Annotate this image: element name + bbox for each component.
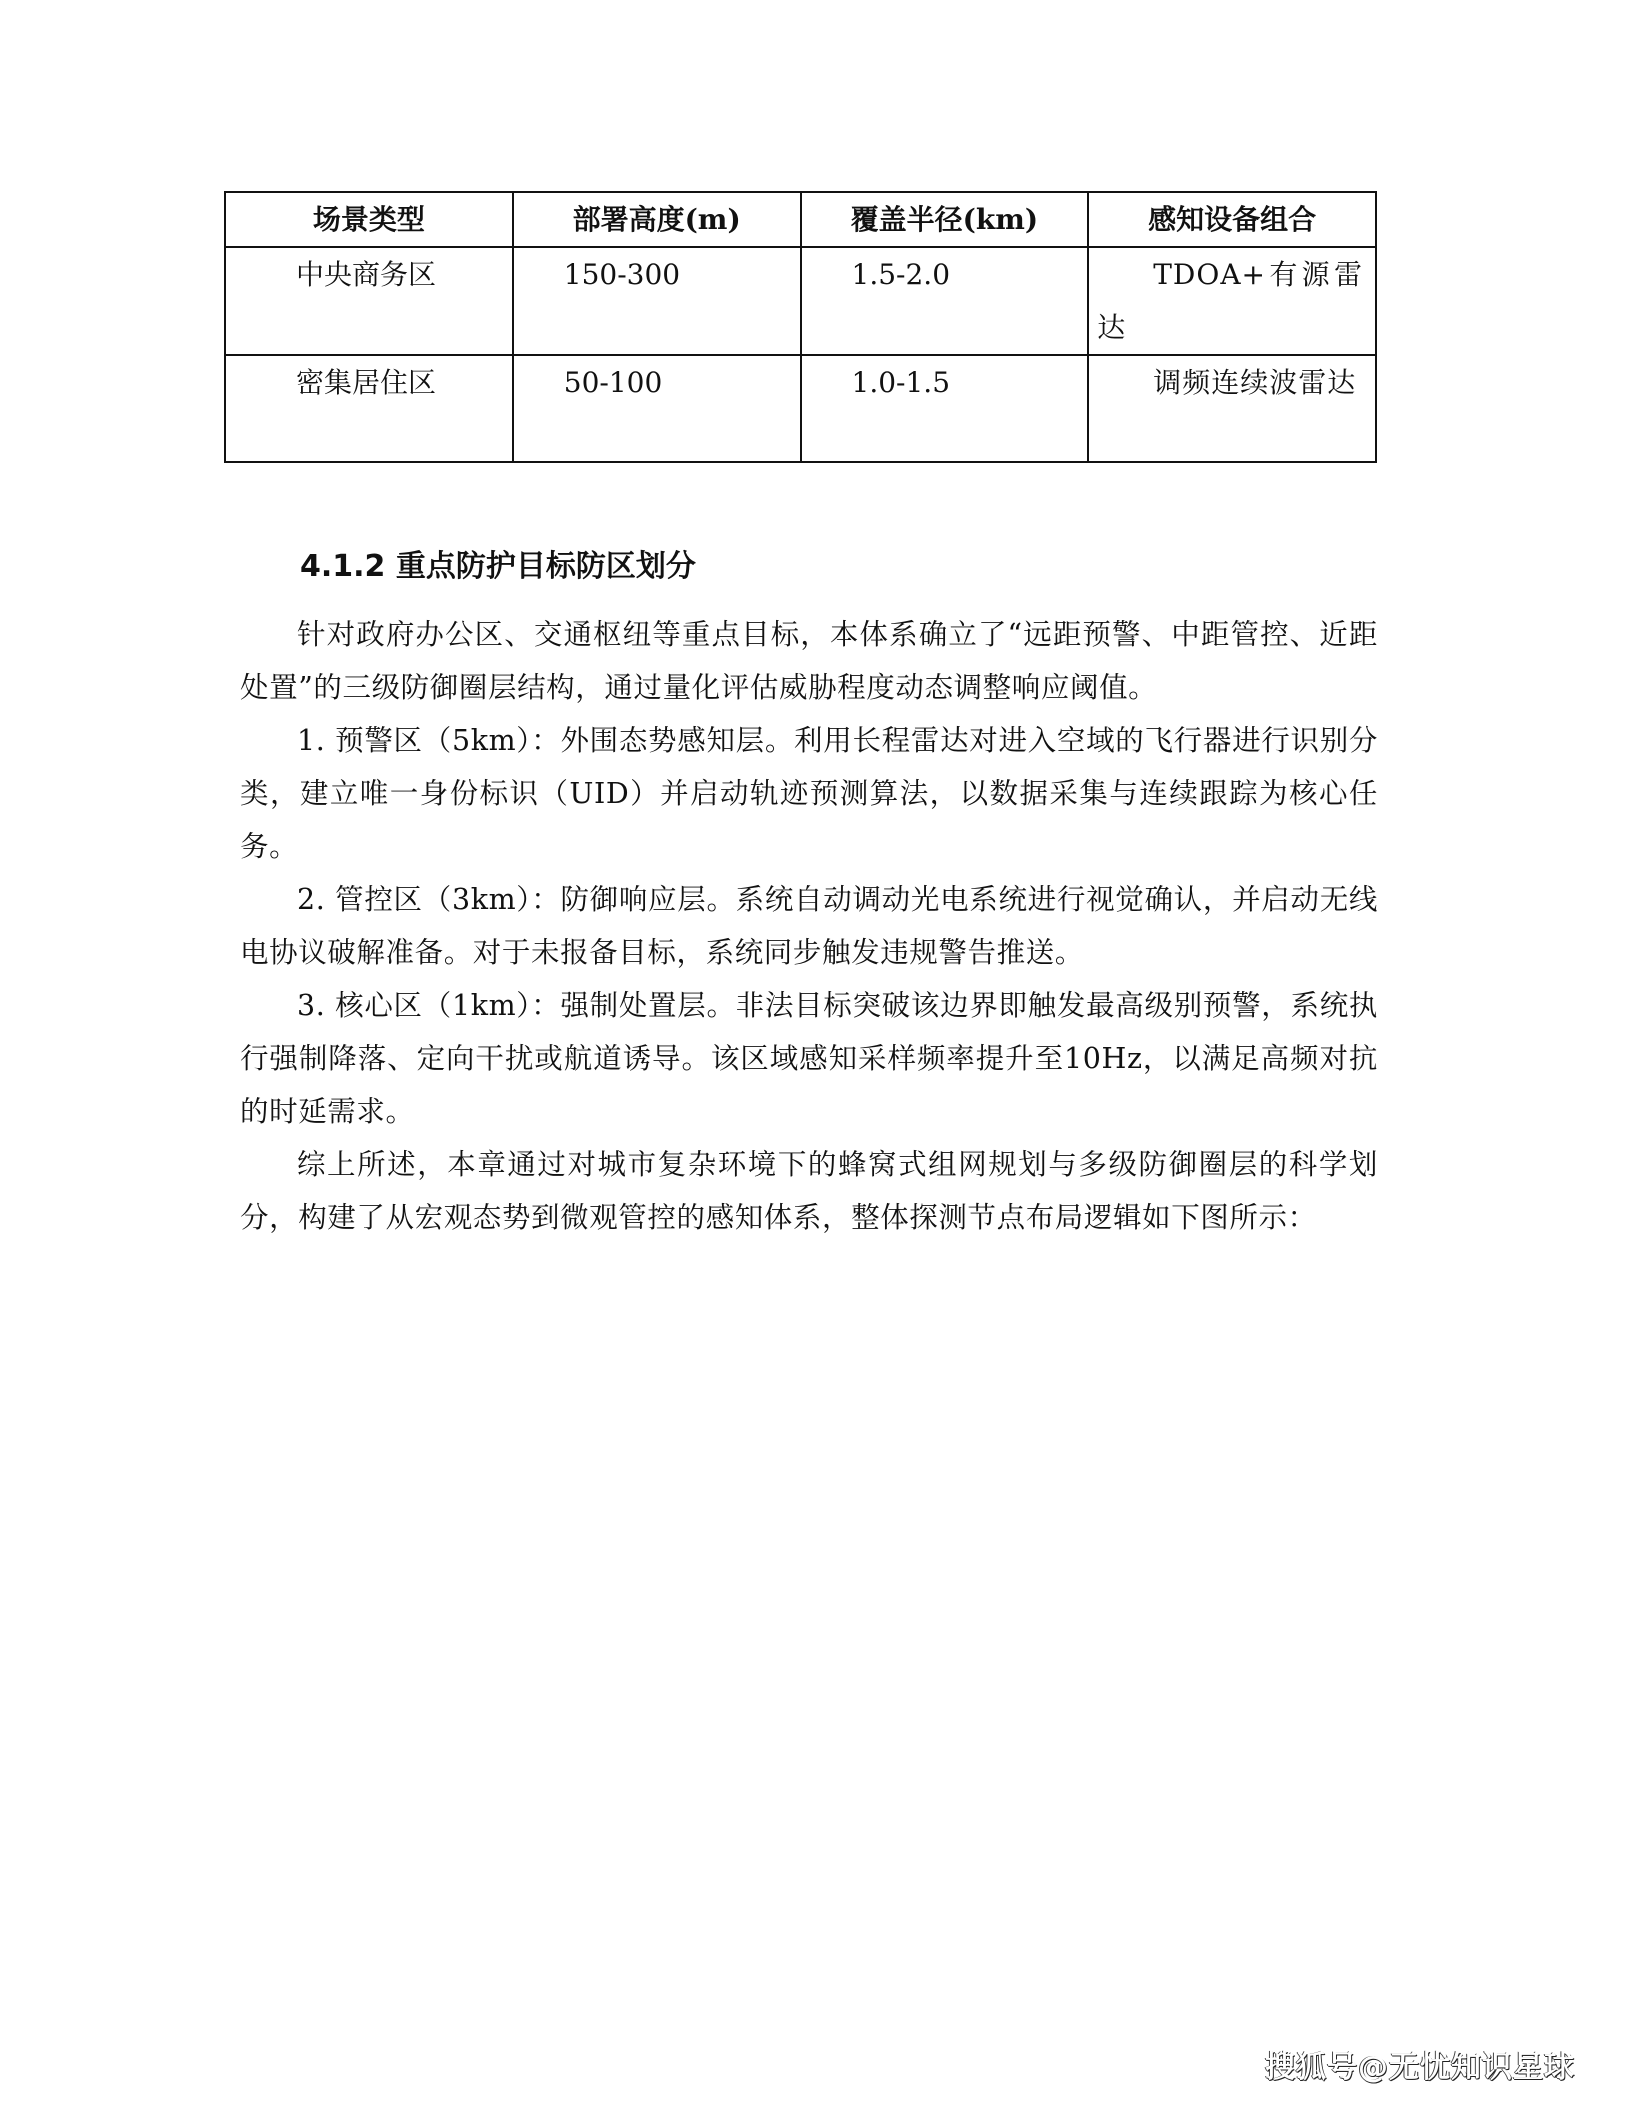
paragraph-core-zone: 3. 核心区（1km）：强制处置层。非法目标突破该边界即触发最高级别预警，系统执行强制降落、定向干扰或航道诱导。该区域感知采样频率提升至10Hz，以满足高频对抗的时延需求。 xyxy=(240,989,1378,1128)
paragraph-control-zone: 2. 管控区（3km）：防御响应层。系统自动调动光电系统进行视觉确认，并启动无线电协议破解准备。对于未报备目标，系统同步触发违规警告推送。 xyxy=(240,883,1378,969)
paragraph-summary: 综上所述，本章通过对城市复杂环境下的蜂窝式组网规划与多级防御圈层的科学划分，构建了从宏观态势到微观管控的感知体系，整体探测节点布局逻辑如下图所示： xyxy=(240,1148,1378,1234)
paragraph-warning-zone: 1. 预警区（5km）：外围态势感知层。利用长程雷达对进入空域的飞行器进行识别分类，建立唯一身份标识（UID）并启动轨迹预测算法，以数据采集与连续跟踪为核心任务。 xyxy=(240,724,1378,863)
table-cell-devices: 调频连续波雷达 xyxy=(1088,355,1376,462)
table-header-cell: 覆盖半径(km) xyxy=(801,192,1089,247)
table-header-cell: 感知设备组合 xyxy=(1088,192,1376,247)
watermark: 搜狐号@无忧知识星球 xyxy=(1265,2050,1575,2085)
table-header-cell: 部署高度(m) xyxy=(513,192,801,247)
table-cell-scenario: 中央商务区 xyxy=(225,247,513,355)
table-cell-radius: 1.0-1.5 xyxy=(801,355,1089,462)
table-cell-scenario: 密集居住区 xyxy=(225,355,513,462)
table-cell-height: 150-300 xyxy=(513,247,801,355)
table-cell-radius: 1.5-2.0 xyxy=(801,247,1089,355)
table-header-row xyxy=(225,192,1376,247)
section-heading: 4.1.2 重点防护目标防区划分 xyxy=(300,549,696,584)
deployment-spec-table xyxy=(224,191,1377,463)
table-header-cell: 场景类型 xyxy=(225,192,513,247)
table-cell-devices: TDOA+有源雷达 xyxy=(1088,247,1376,355)
section-body xyxy=(240,608,1378,1244)
paragraph-intro: 针对政府办公区、交通枢纽等重点目标，本体系确立了“远距预警、中距管控、近距处置”的三级防御圈层结构，通过量化评估威胁程度动态调整响应阈值。 xyxy=(240,618,1378,704)
table-cell-height: 50-100 xyxy=(513,355,801,462)
table-row xyxy=(225,355,1376,462)
table-row xyxy=(225,247,1376,355)
